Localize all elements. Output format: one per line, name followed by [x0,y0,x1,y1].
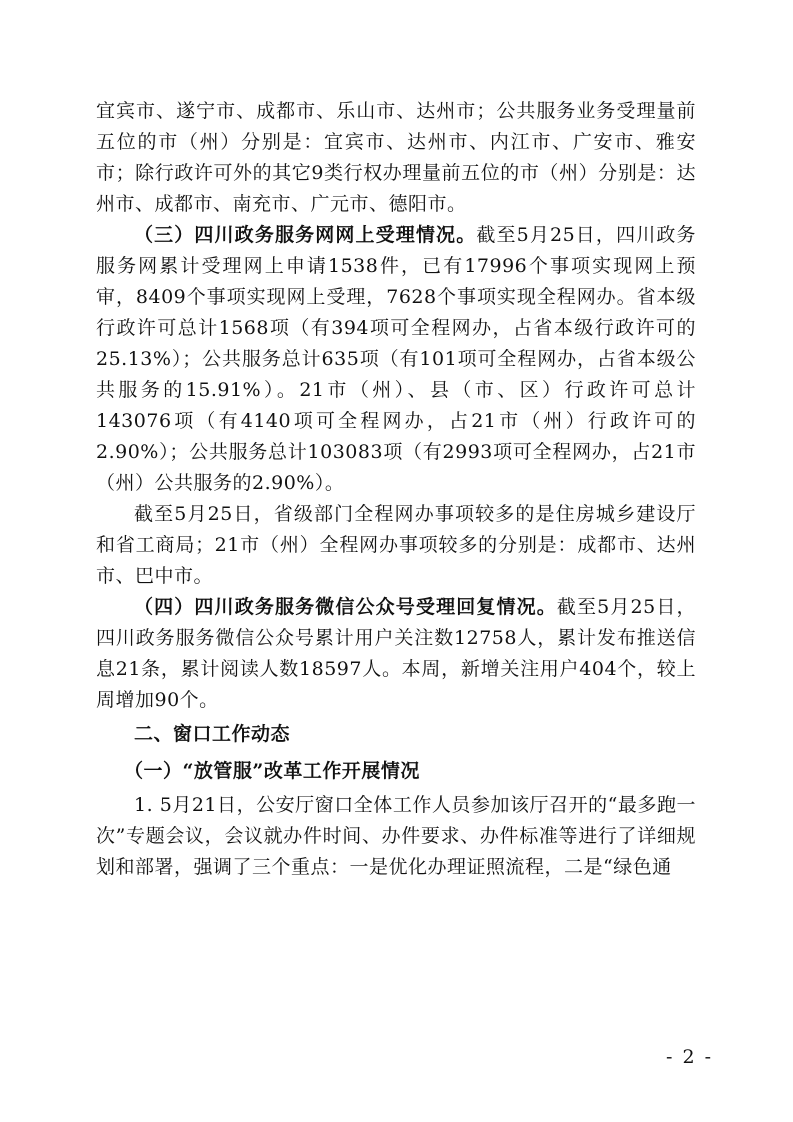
paragraph-wechat-account [96,592,696,716]
heading-online-acceptance: （三）四川政务服务网网上受理情况。 [134,224,477,246]
heading-wechat-account: （四）四川政务服务微信公众号受理回复情况。 [134,596,557,618]
paragraph-online-acceptance-body: 截至5月25日，四川政务服务网累计受理网上申请1538件，已有17996个事项实现网上预审，8409个事项实现网上受理，7628个事项实现全程网办。省本级行政许可总计1568项（有394项可全程网办，占省本级行政许可的25.13%）；公共服务总计635项（有101项可全程网办，占省本级公共服务的15.91%）。21市（州）、县（市、区）行政许可总计143076项（有4140项可全程网办，占21市（州）行政许可的2.90%）；公共服务总计103083项（有2993项可全程网办，占21市（州）公共服务的2.90%）。 [96,224,696,494]
paragraph-police-window-meeting: 1. 5月21日，公安厅窗口全体工作人员参加该厅召开的“最多跑一次”专题会议，会议就办件时间、办件要求、办件标准等进行了详细规划和部署，强调了三个重点：一是优化办理证照流程，二是“绿色通 [96,794,696,878]
paragraph-full-online-items: 截至5月25日，省级部门全程网办事项较多的是住房城乡建设厅和省工商局；21市（州）全程网办事项较多的分别是：成都市、达州市、巴中市。 [96,503,696,587]
subsection-title-reform: （一）“放管服”改革工作开展情况 [124,760,420,782]
document-body [96,96,696,883]
section-title-window-work: 二、窗口工作动态 [134,723,291,745]
page-number: - 2 - [665,1046,713,1068]
paragraph-online-acceptance [96,220,696,499]
paragraph-wechat-account-body: 截至5月25日，四川政务服务微信公众号累计用户关注数12758人，累计发布推送信息21条，累计阅读人数18597人。本周，新增关注用户404个，较上周增加90个。 [96,596,696,711]
paragraph-city-rankings: 宜宾市、遂宁市、成都市、乐山市、达州市；公共服务业务受理量前五位的市（州）分别是：宜宾市、达州市、内江市、广安市、雅安市；除行政许可外的其它9类行权办理量前五位的市（州）分别是：达州市、成都市、南充市、广元市、德阳市。 [96,100,696,215]
